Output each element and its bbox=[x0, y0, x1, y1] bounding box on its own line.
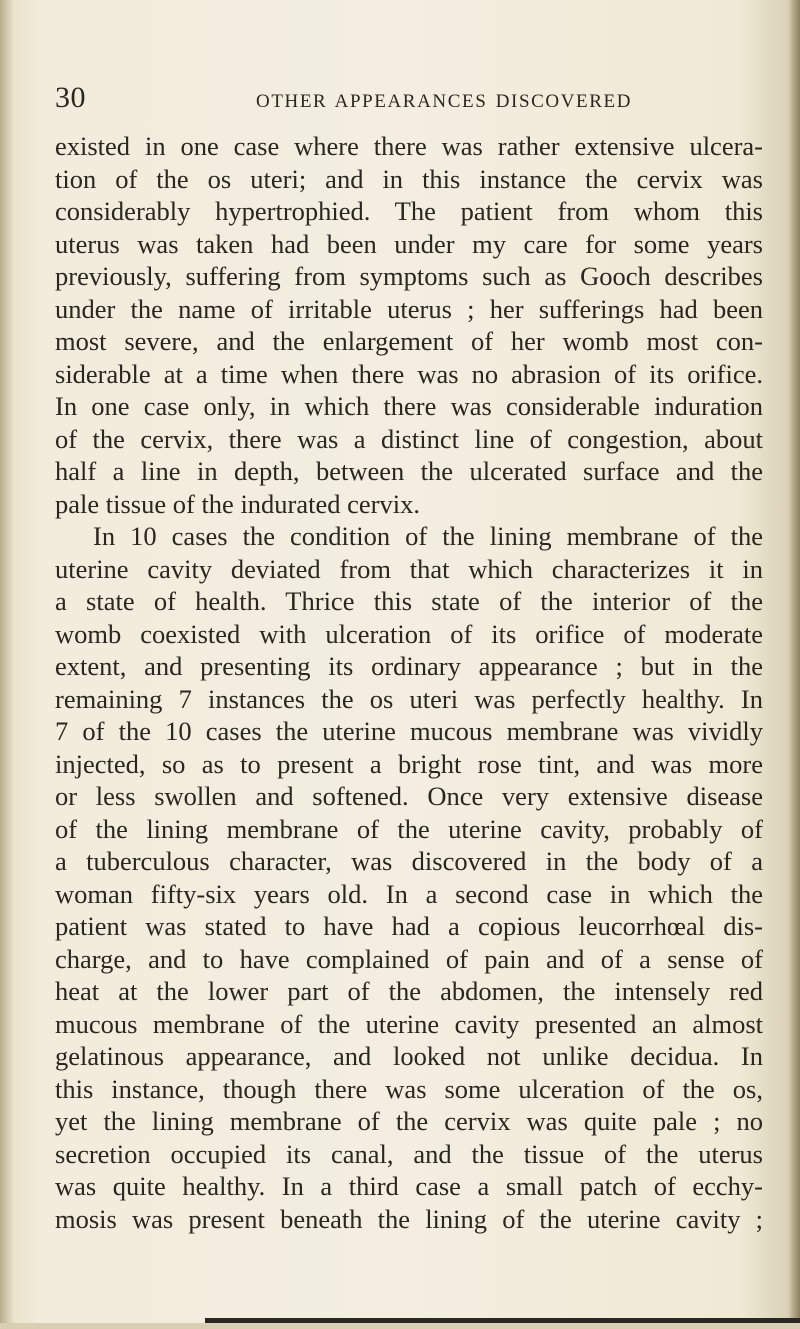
body-text bbox=[55, 130, 763, 1235]
text-line: considerably hypertrophied. The patient from whom this bbox=[55, 196, 763, 226]
text-line: mosis was present beneath the lining of the uterine cavity ; bbox=[55, 1203, 763, 1234]
text-line: pale tissue of the indurated cervix. bbox=[55, 488, 420, 519]
text-line: In one case only, in which there was considerable induration bbox=[55, 391, 763, 421]
page-header bbox=[0, 80, 800, 120]
text-line: remaining 7 instances the os uteri was perfectly healthy. In bbox=[55, 683, 763, 714]
running-head: OTHER APPEARANCES DISCOVERED bbox=[256, 91, 633, 112]
text-line: was quite healthy. In a third case a small patch of ecchy- bbox=[55, 1171, 763, 1201]
text-line: mucous membrane of the uterine cavity presented an almost bbox=[55, 1008, 763, 1039]
text-line: injected, so as to present a bright rose tint, and was more bbox=[55, 748, 763, 779]
text-line: under the name of irritable uterus ; her sufferings had been bbox=[55, 293, 763, 324]
text-line: a state of health. Thrice this state of the interior of the bbox=[55, 586, 763, 616]
text-line: 7 of the 10 cases the uterine mucous membrane was vividly bbox=[55, 716, 763, 746]
text-line: of the cervix, there was a distinct line of congestion, about bbox=[55, 423, 763, 454]
text-line: or less swollen and softened. Once very extensive disease bbox=[55, 781, 763, 811]
text-line: most severe, and the enlargement of her womb most con- bbox=[55, 326, 763, 356]
text-line: extent, and presenting its ordinary appearance ; but in the bbox=[55, 651, 763, 681]
page-edge-shadow bbox=[788, 0, 800, 1329]
text-line: a tuberculous character, was discovered in the body of a bbox=[55, 846, 763, 876]
text-line: heat at the lower part of the abdomen, the intensely red bbox=[55, 976, 763, 1006]
bottom-edge-shade bbox=[0, 1323, 800, 1329]
text-line: secretion occupied its canal, and the tissue of the uterus bbox=[55, 1138, 763, 1169]
text-line: this instance, though there was some ulceration of the os, bbox=[55, 1073, 763, 1104]
text-line: tion of the os uteri; and in this instance the cervix was bbox=[55, 163, 763, 194]
text-line: previously, suffering from symptoms such as Gooch describes bbox=[55, 261, 763, 291]
text-line: patient was stated to have had a copious leucorrhœal dis- bbox=[55, 911, 763, 941]
text-line: charge, and to have complained of pain and of a sense of bbox=[55, 943, 763, 974]
page-gutter-shadow bbox=[0, 0, 14, 1329]
text-line: half a line in depth, between the ulcerated surface and the bbox=[55, 456, 763, 486]
text-line: womb coexisted with ulceration of its orifice of moderate bbox=[55, 618, 763, 649]
text-line: woman fifty-six years old. In a second case in which the bbox=[55, 878, 763, 909]
text-line: of the lining membrane of the uterine cavity, probably of bbox=[55, 813, 763, 844]
text-line: gelatinous appearance, and looked not unlike decidua. In bbox=[55, 1041, 763, 1071]
text-line: uterine cavity deviated from that which characterizes it in bbox=[55, 553, 763, 584]
text-line: uterus was taken had been under my care for some years bbox=[55, 228, 763, 259]
text-line: siderable at a time when there was no abrasion of its orifice. bbox=[55, 358, 763, 389]
page-number: 30 bbox=[55, 81, 86, 114]
text-line: existed in one case where there was rather extensive ulcera- bbox=[55, 131, 763, 161]
text-line: yet the lining membrane of the cervix was quite pale ; no bbox=[55, 1106, 763, 1136]
text-line: In 10 cases the condition of the lining membrane of the bbox=[93, 521, 763, 551]
